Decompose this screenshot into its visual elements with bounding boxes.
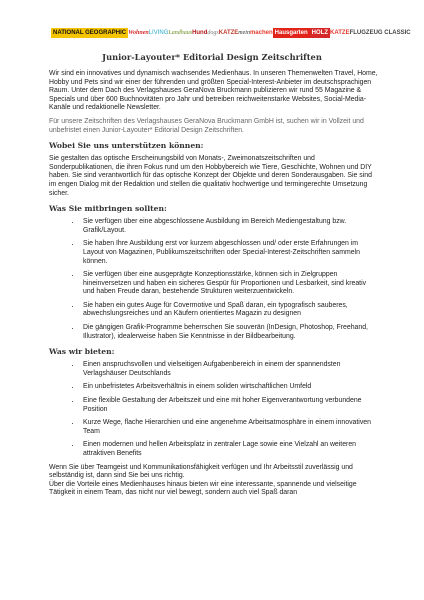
publication-logo-strip: [51, 28, 411, 38]
section-heading-requirements: Was Sie mitbringen sollten:: [49, 204, 167, 214]
list-item: • Einen anspruchsvollen und vielseitigen Aufgabenbereich in einem der spannendsten Verlagshäuser Deutschlands: [81, 361, 379, 378]
closing-paragraph: [49, 464, 379, 498]
section-heading-tasks: Wobei Sie uns unterstützen können:: [49, 141, 204, 151]
publication-logo: Landhaus: [168, 30, 193, 36]
list-item: • Sie verfügen über eine ausgeprägte Konzeptionsstärke, können sich in Zielgruppen hineinversetzen und haben ein sicheres Gespür für Proportionen und Lesbarkeit, sind kreativ und haben Freude daran, bestehende Strukturen weiterzuentwickeln.: [81, 271, 379, 297]
publication-logo: KATZE: [330, 30, 350, 36]
benefits-list: [49, 361, 379, 458]
publication-logo: FLUGZEUG CLASSIC: [349, 30, 411, 36]
publication-logo: dogs: [207, 30, 219, 36]
page-title: Junior-Layouter* Editorial Design Zeitschriften: [102, 52, 322, 62]
publication-logo: NATIONAL GEOGRAPHIC: [53, 30, 127, 36]
publication-logo: Hund: [192, 30, 208, 36]
publication-logo: mein: [238, 30, 250, 36]
list-item: • Sie haben ein gutes Auge für Covermotive und Spaß daran, ein typografisch sauberes, abwechslungsreiches und an Käufern orientiertes Magazin zu designen: [81, 302, 379, 319]
intro-paragraph: Wir sind ein innovatives und dynamisch wachsendes Medienhaus. In unseren Themenwelten Travel, Home, Hobby und Pets sind wir einer der führenden und größten Special-Interest-Anbieter im deutschsprachigen Raum. Unter dem Dach des Verlagshauses GeraNova Bruckmann publizieren wir rund 55 Magazine & Specials und über 600 Buchnovitäten pro Jahr und betreiben reichweitenstarke Websites, Social-Media-Kanäle und redaktionelle Newsletter.: [49, 70, 378, 112]
section-tasks-text: Sie gestalten das optische Erscheinungsbild von Monats-, Zweimonatszeitschriften und Sonderpublikationen, die ihren Fokus rund um den Hobbybereich wie Tiere, Geschichte, Wohnen und DIY haben. Sie sind verantwortlich für das optische Konzept der Objekte und deren Sonderausgaben. Sie sind im engen Dialog mit der Redaktion und stellen die qualitativ hochwertige und termingerechte Umsetzung sicher.: [49, 155, 372, 197]
document-body: [49, 70, 379, 498]
publication-logo: machen: [249, 30, 273, 36]
requirements-list: [49, 218, 379, 341]
closing-line-2: Über die Vorteile eines Medienhauses hinaus bieten wir eine interessante, spannende und vielseitige Tätigkeit in einem Team, das nicht nur viel bewegt, sondern auch viel Spaß daran: [49, 480, 357, 497]
closing-line-1: Wenn Sie über Teamgeist und Kommunikationsfähigkeit verfügen und Ihr Arbeitsstil zuverlässig und selbständig ist, dann sind Sie bei uns richtig.: [49, 463, 353, 480]
publication-logo: LIVING: [148, 30, 169, 36]
list-item: • Ein unbefristetes Arbeitsverhältnis in einem soliden wirtschaftlichen Umfeld: [81, 383, 379, 392]
publication-logo: KATZE: [218, 30, 239, 36]
publication-logo: HOLZ: [311, 30, 329, 36]
publication-logo: Hausgarten: [274, 30, 308, 36]
list-item: • Die gängigen Grafik-Programme beherrschen Sie souverän (InDesign, Photoshop, Freehand, Illustrator), idealerweise haben Sie Kenntnisse in der Bildbearbeitung.: [81, 324, 379, 341]
publication-logo: Wohnen: [128, 30, 149, 36]
list-item: • Einen modernen und hellen Arbeitsplatz in zentraler Lage sowie eine Vielzahl an weiteren attraktiven Benefits: [81, 441, 379, 458]
section-heading-benefits: Was wir bieten:: [49, 347, 115, 357]
list-item: • Eine flexible Gestaltung der Arbeitszeit und eine mit hoher Eigenverantwortung verbundene Position: [81, 397, 379, 414]
list-item: • Sie verfügen über eine abgeschlossene Ausbildung im Bereich Mediengestaltung bzw. Grafik/Layout.: [81, 218, 379, 235]
list-item: • Sie haben Ihre Ausbildung erst vor kurzem abgeschlossen und/ oder erste Erfahrungen im Layout von Magazinen, Publikumszeitschriften oder Special-Interest-Zeitschriften sammeln können.: [81, 240, 379, 266]
search-note-paragraph: Für unsere Zeitschriften des Verlagshauses GeraNova Bruckmann GmbH ist, suchen wir in Vollzeit und unbefristet einen Junior-Layouter* Editorial Design Zeitschriften.: [49, 117, 364, 134]
list-item: • Kurze Wege, flache Hierarchien und eine angenehme Arbeitsatmosphäre in einem innovativen Team: [81, 419, 379, 436]
